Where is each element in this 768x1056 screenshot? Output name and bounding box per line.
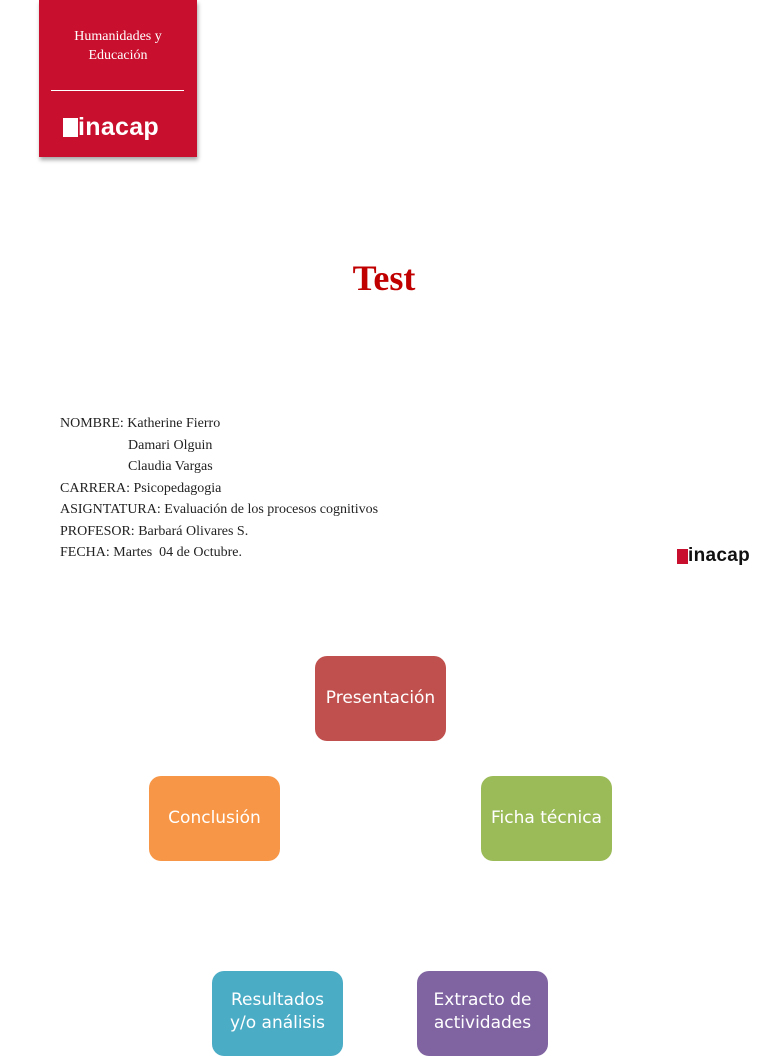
cycle-node-ficha-tecnica (481, 776, 612, 861)
cycle-node-resultados-label: Resultados y/o análisis (229, 990, 326, 1033)
document-title: Test (352, 258, 416, 298)
info-carrera: CARRERA: Psicopedagogia (60, 480, 222, 496)
cycle-node-conclusion (149, 776, 280, 861)
footer-logo-wordmark: inacap (688, 545, 750, 566)
info-nombre-2: Damari Olguin (128, 437, 213, 453)
student-info (60, 413, 378, 564)
logo-mark-icon (63, 118, 78, 137)
cycle-node-extracto (417, 971, 548, 1056)
footer-logo-mark-icon (677, 549, 688, 564)
info-nombre: NOMBRE: Katherine Fierro (60, 416, 221, 431)
header-badge (39, 0, 197, 157)
footer-inacap-logo (677, 543, 750, 569)
logo-wordmark: inacap (78, 113, 159, 141)
info-profesor: PROFESOR: Barbará Olivares S. (60, 523, 249, 539)
cycle-node-resultados (212, 971, 343, 1056)
info-nombre-3: Claudia Vargas (128, 459, 213, 474)
cycle-node-extracto-label: Extracto de actividades (433, 990, 532, 1033)
cycle-node-presentacion (315, 656, 446, 741)
info-fecha: FECHA: Martes 04 de Octubre. (60, 545, 242, 560)
cycle-node-presentacion-label: Presentación (325, 688, 436, 708)
faculty-label: Humanidades y Educación (74, 29, 162, 63)
info-asignatura: ASIGNTATURA: Evaluación de los procesos cognitivos (60, 502, 379, 517)
cycle-node-conclusion-label: Conclusión (168, 808, 261, 828)
inacap-logo (63, 110, 159, 144)
cycle-node-ficha-label: Ficha técnica (491, 808, 602, 828)
badge-divider (51, 90, 184, 91)
